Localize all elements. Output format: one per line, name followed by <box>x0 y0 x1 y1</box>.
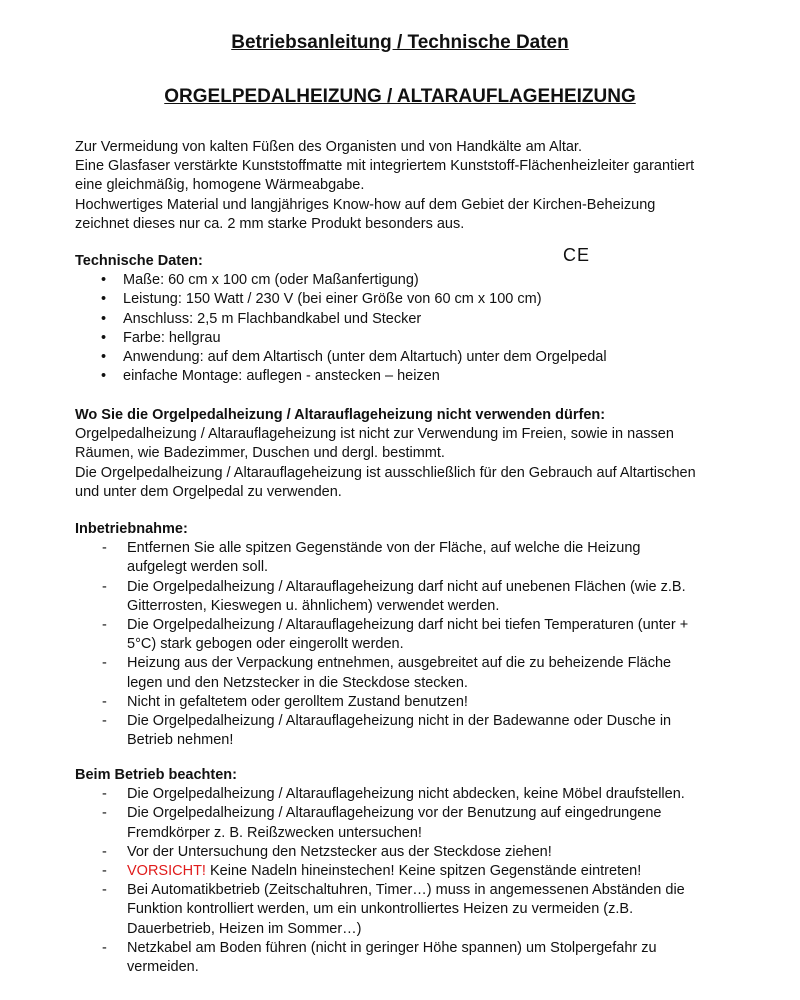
technical-heading: Technische Daten: <box>75 253 203 269</box>
intro-line: Eine Glasfaser verstärkte Kunststoffmatte mit integriertem Kunststoff-Flächenheizleiter garantiert <box>75 158 695 175</box>
list-item: - Die Orgelpedalheizung / Altarauflageheizung vor der Benutzung auf eingedrungene Fremdkörper z. B. Reißzwecken untersuchen! <box>75 804 735 842</box>
intro-line: zeichnet dieses nur ca. 2 mm starke Produkt besonders aus. <box>75 215 465 232</box>
list-item: - Netzkabel am Boden führen (nicht in geringer Höhe spannen) um Stolpergefahr zu vermeiden. <box>75 939 735 977</box>
document-title: Betriebsanleitung / Technische Daten <box>231 32 569 53</box>
intro-text <box>75 138 735 234</box>
intro-line: Hochwertiges Material und langjähriges Know-how auf dem Gebiet der Kirchen-Beheizung <box>75 196 656 213</box>
list-item: • Anschluss: 2,5 m Flachbandkabel und Stecker <box>75 310 735 329</box>
list-item: - Die Orgelpedalheizung / Altarauflageheizung nicht in der Badewanne oder Dusche in Betrieb nehmen! <box>75 712 735 750</box>
list-item: - Heizung aus der Verpackung entnehmen, ausgebreitet auf die zu beheizende Fläche legen und den Netzstecker in die Steckdose stecken. <box>75 654 735 692</box>
setup-list <box>75 539 735 750</box>
not-use-line: Orgelpedalheizung / Altarauflageheizung ist nicht zur Verwendung im Freien, sowie in nassen <box>75 426 674 443</box>
list-item: • Maße: 60 cm x 100 cm (oder Maßanfertigung) <box>75 271 735 290</box>
list-item: • Farbe: hellgrau <box>75 329 735 348</box>
list-item: - Die Orgelpedalheizung / Altarauflageheizung darf nicht auf unebenen Flächen (wie z.B. Gitterrosten, Kieswegen u. ähnlichem) verwendet werden. <box>75 578 735 616</box>
warning-text: Keine Nadeln hineinstechen! Keine spitzen Gegenstände eintreten! <box>205 863 642 880</box>
operation-list <box>75 785 735 977</box>
list-item: • einfache Montage: auflegen - anstecken – heizen <box>75 367 735 386</box>
list-item: • Leistung: 150 Watt / 230 V (bei einer Größe von 60 cm x 100 cm) <box>75 290 735 309</box>
list-item: - Bei Automatikbetrieb (Zeitschaltuhren, Timer…) muss in angemessenen Abständen die Funktion kontrolliert werden, um ein unkontrolliertes Heizen zu vermeiden (z.B. Dauerbetrieb, Heizen im Sommer…) <box>75 881 735 939</box>
ce-mark: CE <box>563 245 591 265</box>
not-use-line: Die Orgelpedalheizung / Altarauflageheizung ist ausschließlich für den Gebrauch auf Altartischen <box>75 464 696 481</box>
list-item: - Entfernen Sie alle spitzen Gegenstände von der Fläche, auf welche die Heizung aufgelegt werden soll. <box>75 539 735 577</box>
intro-line: eine gleichmäßig, homogene Wärmeabgabe. <box>75 177 365 194</box>
list-item: - Die Orgelpedalheizung / Altarauflageheizung darf nicht bei tiefen Temperaturen (unter + 5°C) stark gebogen oder eingerollt werden. <box>75 616 735 654</box>
list-item: - Die Orgelpedalheizung / Altarauflageheizung nicht abdecken, keine Möbel draufstellen. <box>75 785 735 804</box>
operation-heading: Beim Betrieb beachten: <box>75 767 237 783</box>
list-item: - Vor der Untersuchung den Netzstecker aus der Steckdose ziehen! <box>75 843 735 862</box>
intro-line: Zur Vermeidung von kalten Füßen des Organisten und von Handkälte am Altar. <box>75 139 582 155</box>
not-use-line: und unter dem Orgelpedal zu verwenden. <box>75 483 342 500</box>
technical-data-section <box>75 252 735 386</box>
not-use-heading: Wo Sie die Orgelpedalheizung / Altarauflageheizung nicht verwenden dürfen: <box>75 407 606 423</box>
not-use-section <box>75 406 735 502</box>
technical-list <box>75 271 735 386</box>
not-use-line: Räumen, wie Badezimmer, Duschen und dergl. bestimmt. <box>75 445 445 462</box>
product-title: ORGELPEDALHEIZUNG / ALTARAUFLAGEHEIZUNG <box>164 86 636 107</box>
operation-section <box>75 766 735 977</box>
setup-heading: Inbetriebnahme: <box>75 521 188 537</box>
list-item: • Anwendung: auf dem Altartisch (unter dem Altartuch) unter dem Orgelpedal <box>75 348 735 367</box>
setup-section <box>75 520 735 750</box>
warning-item <box>75 862 735 881</box>
warning-label: VORSICHT! <box>127 863 206 880</box>
list-item: - Nicht in gefaltetem oder gerolltem Zustand benutzen! <box>75 693 735 712</box>
